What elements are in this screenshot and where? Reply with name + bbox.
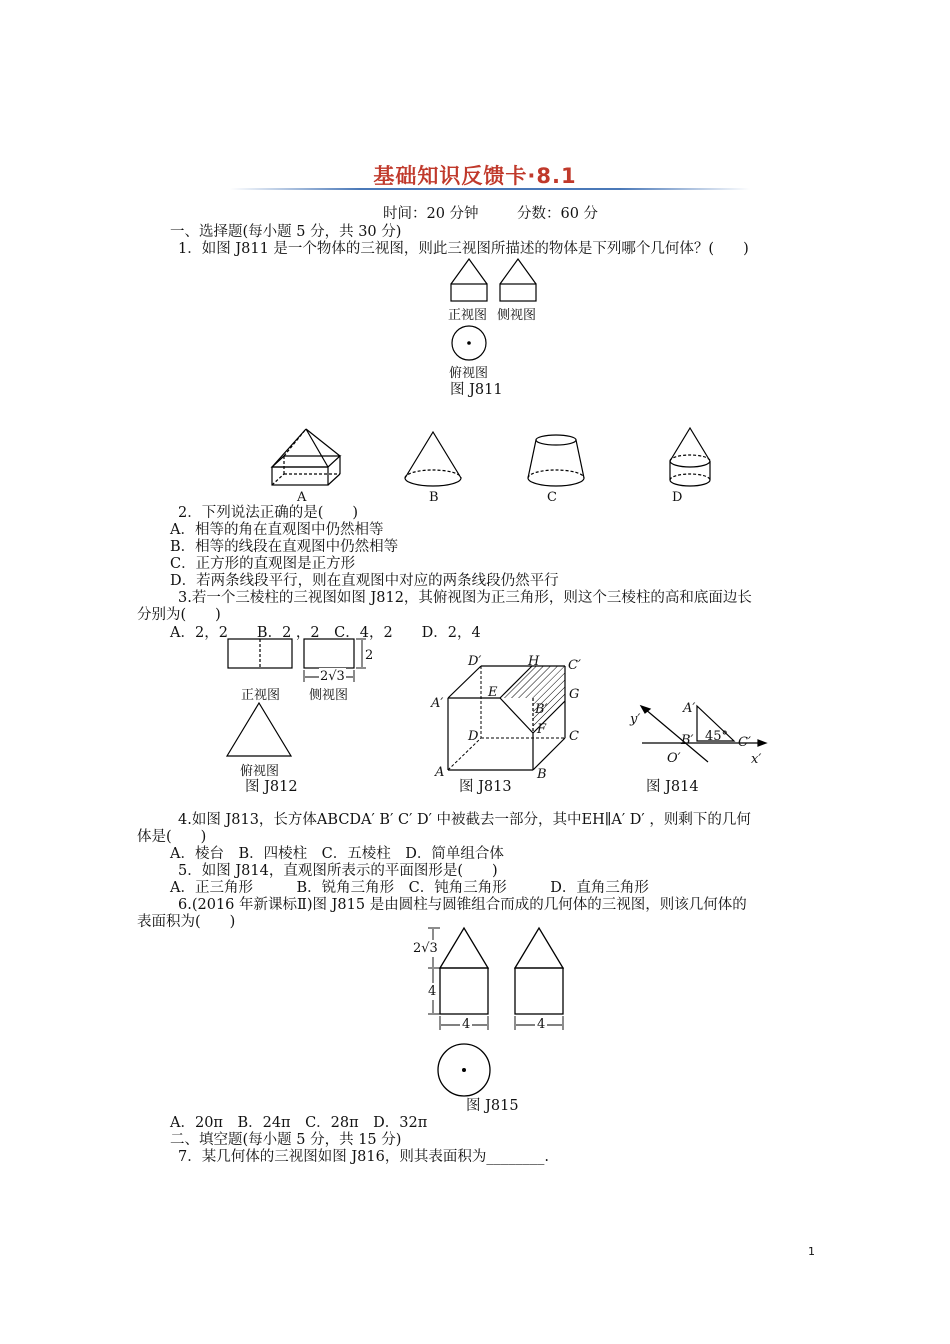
question-4-line2: 体是( ) (137, 829, 207, 845)
page-title: 基础知识反馈卡·8.1 (373, 164, 577, 188)
j814-angle-label: 45° (705, 729, 729, 744)
j814-label-x: x′ (751, 752, 762, 767)
j813-label-a1: A′ (431, 696, 444, 711)
option-a-label: A (297, 490, 307, 505)
q5-options: A．正三角形 B．锐角三角形 C．钝角三角形 D．直角三角形 (170, 880, 649, 896)
j813-label-h: H (528, 654, 540, 669)
q4-options: A．棱台 B．四棱柱 C．五棱柱 D．简单组合体 (170, 846, 504, 862)
j811-top-label: 俯视图 (449, 366, 489, 381)
section-2-heading: 二、填空题(每小题 5 分，共 15 分) (170, 1132, 402, 1148)
j812-height-dim: 2 (365, 648, 374, 663)
question-3-line2: 分别为( ) (137, 607, 221, 623)
j813-label-d1: D′ (468, 654, 482, 669)
j813-label-e: E (488, 685, 498, 700)
j811-caption: 图 J811 (450, 382, 503, 398)
j813-caption: 图 J813 (459, 779, 512, 795)
j815-side-cylinder (515, 968, 563, 1014)
j814-caption: 图 J814 (646, 779, 699, 795)
q2-option-b: B．相等的线段在直观图中仍然相等 (170, 539, 399, 555)
q3-options: A．2，2 B．2 ，2 C．4，2 D．2，4 (170, 625, 481, 641)
q2-option-a: A．相等的角在直观图中仍然相等 (170, 522, 384, 538)
j813-label-b: B (537, 767, 547, 782)
question-6-line1: 6.(2016 年新课标Ⅱ)图 J815 是由圆柱与圆锥组合而成的几何体的三视图，则该几何体的 (178, 897, 747, 913)
time-limit: 时间：20 分钟 (383, 206, 479, 222)
j814-label-c1: C′ (738, 735, 751, 750)
j813-label-d: D (468, 729, 479, 744)
question-2: 2．下列说法正确的是( ) (178, 505, 359, 521)
j815-caption: 图 J815 (466, 1098, 519, 1114)
j814-label-o: O′ (667, 751, 681, 766)
j811-side-label: 侧视图 (497, 308, 537, 323)
j815-front-cone (440, 928, 488, 968)
total-score: 分数：60 分 (517, 206, 599, 222)
j812-side-label: 侧视图 (309, 688, 349, 703)
j815-front-width-dim: 4 (462, 1017, 471, 1032)
j812-width-dim: 2√3 (320, 669, 345, 684)
question-1: 1．如图 J811 是一个物体的三视图，则此三视图所描述的物体是下列哪个几何体？( ) (178, 241, 749, 257)
option-d-label: D (672, 490, 683, 505)
question-6-line2: 表面积为( ) (137, 914, 236, 930)
page-number: 1 (808, 1245, 815, 1258)
j811-front-label: 正视图 (448, 308, 488, 323)
j813-label-f: F (537, 722, 547, 737)
j813-label-a: A (435, 765, 445, 780)
j813-label-b1: B′ (535, 702, 548, 717)
option-b-label: B (429, 490, 439, 505)
question-7: 7．某几何体的三视图如图 J816，则其表面积为________. (178, 1149, 549, 1165)
question-5: 5．如图 J814，直观图所表示的平面图形是( ) (178, 863, 498, 879)
j812-front-label: 正视图 (241, 688, 281, 703)
q2-option-d: D．若两条线段平行，则在直观图中对应的两条线段仍然平行 (170, 573, 559, 589)
j813-label-g: G (569, 687, 580, 702)
q6-options: A．20π B．24π C．28π D．32π (170, 1115, 428, 1131)
question-3-line1: 3.若一个三棱柱的三视图如图 J812，其俯视图为正三角形，则这个三棱柱的高和底面边长 (178, 590, 752, 606)
j814-label-a1: A′ (683, 701, 696, 716)
j815-side-width-dim: 4 (537, 1017, 546, 1032)
section-1-heading: 一、选择题(每小题 5 分，共 30 分) (170, 224, 402, 240)
j815-cone-height-dim: 2√3 (413, 941, 438, 956)
j813-label-c1: C′ (568, 658, 581, 673)
j815-side-cone (515, 928, 563, 968)
j814-label-y: y′ (630, 712, 641, 727)
j815-cylinder-height-dim: 4 (428, 984, 437, 999)
question-4-line1: 4.如图 J813，长方体ABCDA′ B′ C′ D′ 中被截去一部分，其中EH∥A′ D′ ，则剩下的几何 (178, 812, 751, 828)
option-c-label: C (547, 490, 557, 505)
j813-label-c: C (569, 729, 579, 744)
j812-top-label: 俯视图 (240, 764, 280, 779)
j812-caption: 图 J812 (245, 779, 298, 795)
q2-option-c: C．正方形的直观图是正方形 (170, 556, 356, 572)
j815-front-cylinder (440, 968, 488, 1014)
j814-label-b1: B′ (681, 733, 694, 748)
